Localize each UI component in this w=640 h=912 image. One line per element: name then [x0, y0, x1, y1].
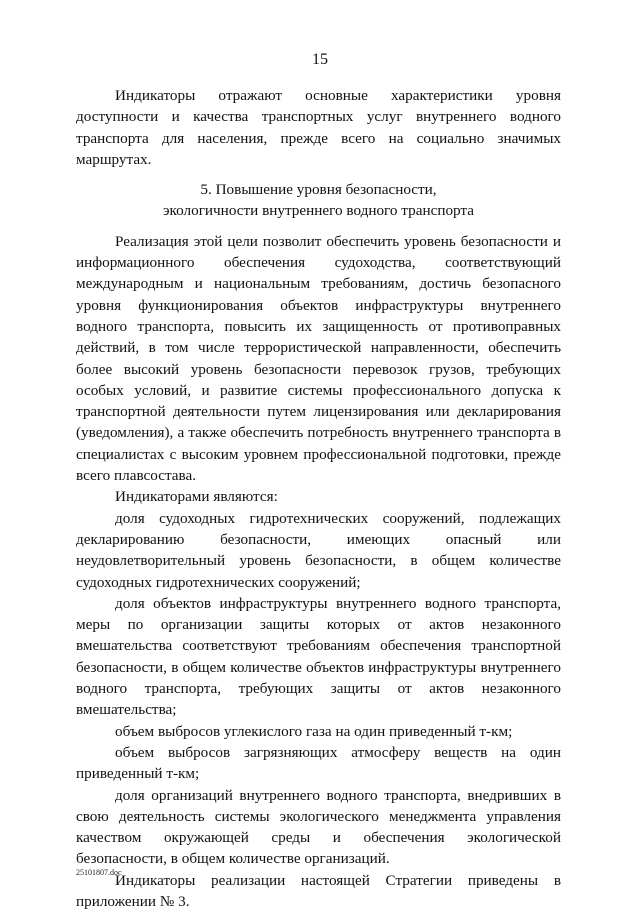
indicator-item-5: доля организаций внутреннего водного транспорта, внедривших в свою деятельность системы экологического менеджмента управления качеством окружающей среды и обеспечения экологической безопасности, в общем количестве организаций. [76, 786, 561, 868]
indicator-item-2: доля объектов инфраструктуры внутреннего водного транспорта, меры по организации защиты которых от актов незаконного вмешательства соответствуют требованиям обеспечения транспортной безопасности, в общем количестве объектов инфраструктуры внутреннего водного транспорта, требующих защиты от актов незаконного вмешательства; [76, 594, 561, 719]
section-heading-line-2: экологичности внутреннего водного транспорта [163, 202, 474, 220]
paragraph-goal: Реализация этой цели позволит обеспечить уровень безопасности и информационного обеспечения судоходства, соответствующий международным и национальным требованиям, достичь безопасного уровня функционирования объектов инфраструктуры внутреннего водного транспорта, повысить их защищенность от противоправных действий, в том числе террористической направленности, обеспечить более высокий уровень безопасности перевозок грузов, требующих особых условий, и развитие системы профессионального допуска к транспортной деятельности путем лицензирования или декларирования (уведомления), а также обеспечить потребность внутреннего транспорта в специалистах с высоким уровнем профессиональной подготовки, прежде всего плавсостава. [76, 232, 561, 485]
page-number: 15 [312, 51, 328, 68]
footer-file-name: 25101807.doc [76, 868, 122, 877]
indicator-item-4: объем выбросов загрязняющих атмосферу веществ на один приведенный т-км; [76, 743, 561, 783]
paragraph-appendix: Индикаторы реализации настоящей Стратегии приведены в приложении № 3. [76, 871, 561, 910]
section-heading-line-1: 5. Повышение уровня безопасности, [200, 181, 437, 199]
indicator-item-3: объем выбросов углекислого газа на один приведенный т-км; [115, 722, 513, 740]
document-body [76, 85, 561, 912]
indicator-item-1: доля судоходных гидротехнических сооружений, подлежащих декларированию безопасности, имеющих опасный или неудовлетворительный уровень безопасности, в общем количестве судоходных гидротехнических сооружений; [76, 509, 561, 591]
paragraph-indicators-are: Индикаторами являются: [115, 488, 278, 506]
paragraph-indicators-intro: Индикаторы отражают основные характеристики уровня доступности и качества транспортных услуг внутреннего водного транспорта для населения, прежде всего на социально значимых маршрутах. [76, 87, 561, 168]
section-heading [76, 179, 561, 222]
